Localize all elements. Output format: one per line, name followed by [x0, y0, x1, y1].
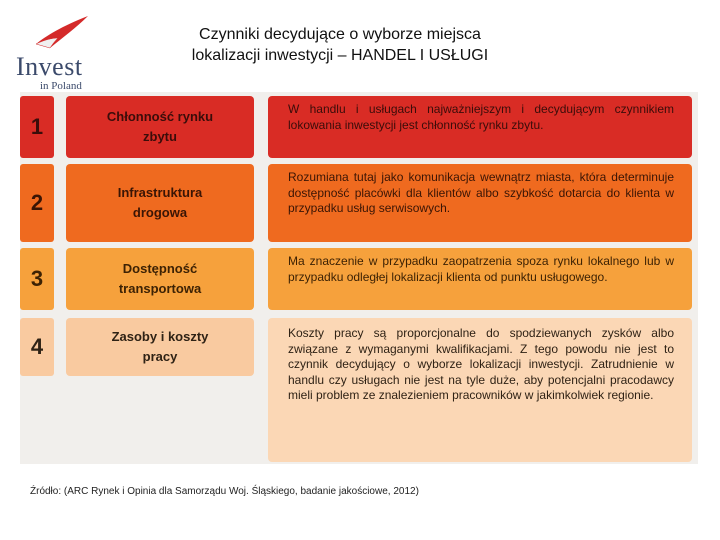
description-4: Koszty pracy są proporcjonalne do spodziewanych zysków albo związane z wymaganymi kwalifikacjami. Z tego powodu nie jest to czynnik decydujący o wyborze lokalizacji inwestycji. Zatrudnienie w handlu czy usługach nie jest na tyle duże, aby potencjalni pracodawcy mieli problem ze znalezieniem pracowników w jakimkolwiek regionie.: [268, 318, 692, 462]
factor-box-3: [66, 248, 254, 310]
factor-3-line-2: transportowa: [118, 281, 202, 296]
row-number-4: 4: [20, 318, 54, 376]
factor-2-line-2: drogowa: [132, 205, 188, 220]
row-number-1: 1: [20, 96, 54, 158]
row-number-3: 3: [20, 248, 54, 310]
factor-box-2: [66, 164, 254, 242]
factor-4-line-1: Zasoby i koszty: [111, 329, 209, 344]
factor-box-1: [66, 96, 254, 158]
factor-box-4: [66, 318, 254, 376]
description-2: Rozumiana tutaj jako komunikacja wewnątrz miasta, która determinuje dostępność placówki dla klientów albo szybkość dotarcia do klienta w przypadku usług serwisowych.: [268, 164, 692, 242]
title-line-1: Czynniki decydujące o wyborze miejsca: [199, 26, 481, 43]
slide-title: [130, 24, 550, 66]
description-3: Ma znaczenie w przypadku zaopatrzenia spoza rynku lokalnego lub w przypadku odległej lokalizacji klienta od punktu usługowego.: [268, 248, 692, 310]
factor-4-line-2: pracy: [142, 349, 178, 364]
title-line-2: lokalizacji inwestycji – HANDEL I USŁUGI: [191, 47, 489, 64]
logo-subtitle: in Poland: [40, 80, 82, 92]
description-1: W handlu i usługach najważniejszym i decydującym czynnikiem lokowania inwestycji jest chłonność rynku zbytu.: [268, 96, 692, 158]
source-note: Źródło: (ARC Rynek i Opinia dla Samorządu Woj. Śląskiego, badanie jakościowe, 2012): [30, 486, 419, 497]
factor-3-line-1: Dostępność: [122, 261, 198, 276]
flag-icon: [32, 14, 92, 50]
factor-2-line-1: Infrastruktura: [117, 185, 203, 200]
factor-1-line-1: Chłonność rynku: [106, 109, 214, 124]
factor-1-line-2: zbytu: [143, 129, 177, 144]
invest-in-poland-logo: [14, 14, 100, 92]
logo-wordmark: Invest: [16, 52, 83, 81]
row-number-2: 2: [20, 164, 54, 242]
